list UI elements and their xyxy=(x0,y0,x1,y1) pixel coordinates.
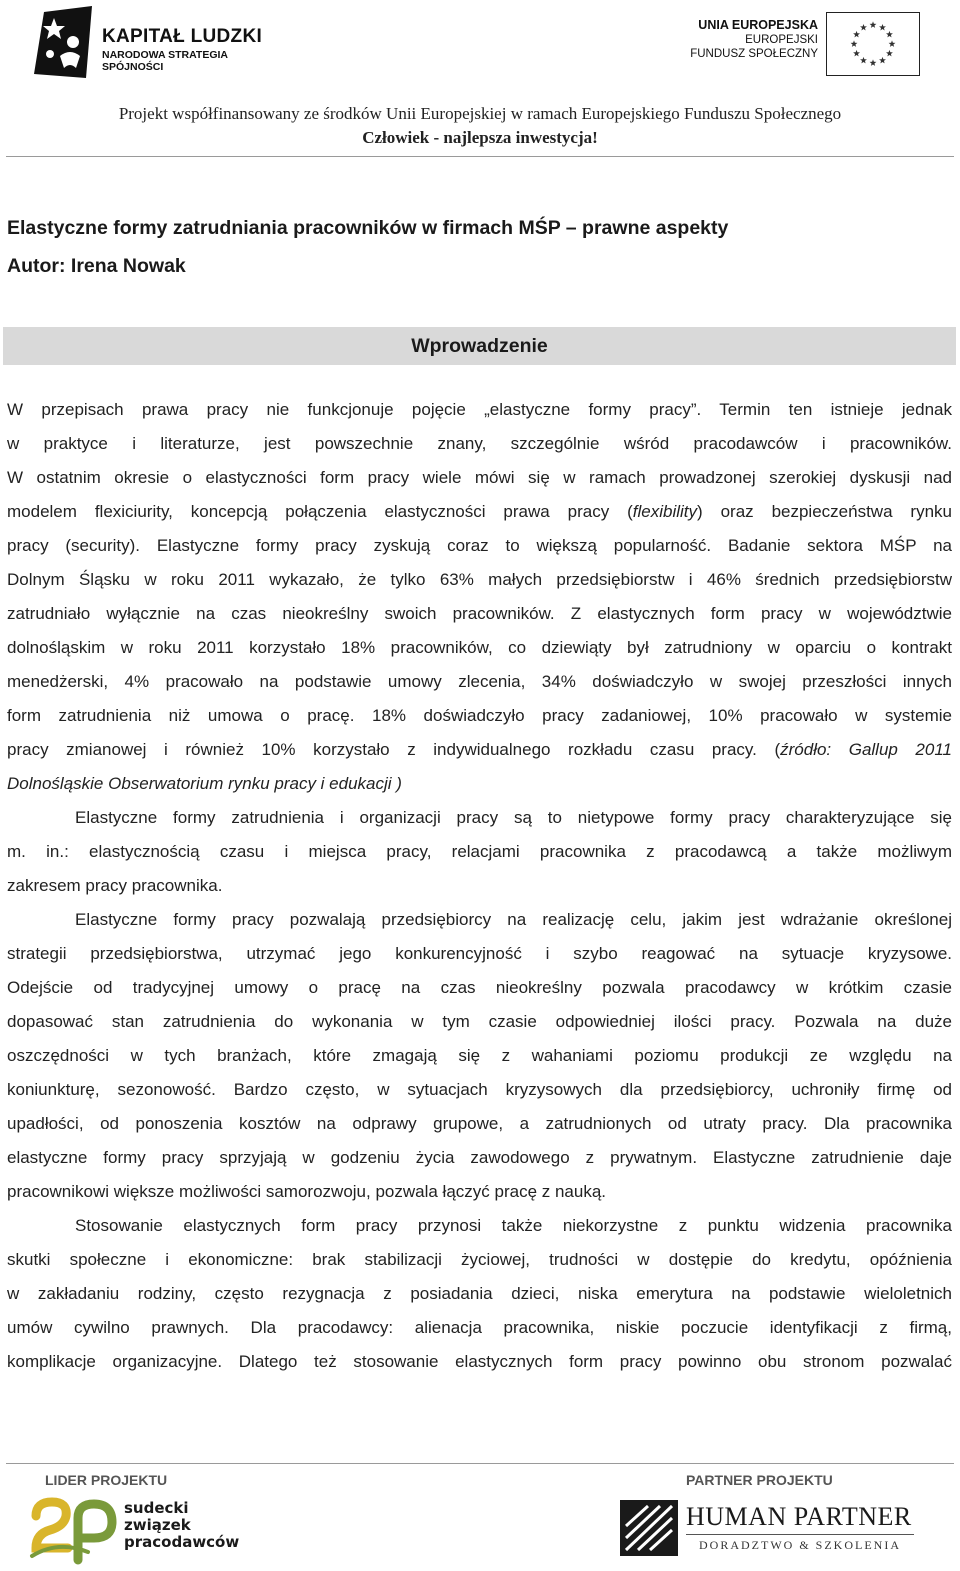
source-citation: źródło: Gallup 2011 xyxy=(780,740,952,759)
text-run: modelem flexiciurity, koncepcją połączenia elastyczności prawa pracy ( xyxy=(7,502,633,521)
text-line: zatrudniało wyłącznie na czas nieokreślny swoich pracowników. Z elastycznych form pracy w województwie xyxy=(7,604,952,623)
eu-star-icon xyxy=(853,50,860,57)
human-partner-mark-icon xyxy=(620,1500,678,1556)
text-line: komplikacje organizacyjne. Dlatego też stosowanie elastycznych form pracy powinno obu stronom pozwalać xyxy=(7,1352,952,1371)
header-divider xyxy=(6,156,954,157)
s2p-mark-icon xyxy=(28,1494,120,1566)
section-heading-bar xyxy=(3,327,956,365)
human-partner-logo xyxy=(620,1500,930,1560)
footer-divider xyxy=(6,1463,954,1464)
text-line: pracy (security). Elastyczne formy pracy zyskują coraz to większą popularność. Badanie sektora MŚP na xyxy=(7,536,952,555)
kapital-ludzki-emblem-icon xyxy=(30,4,100,84)
text-line: pracownikowi większe możliwości samorozwoju, pozwala łączyć pracę z nauką. xyxy=(7,1182,607,1201)
eu-logo-line-3: FUNDUSZ SPOŁECZNY xyxy=(690,48,818,60)
human-partner-tagline: DORADZTWO & SZKOLENIA xyxy=(699,1538,901,1552)
s2p-wordmark xyxy=(124,1500,239,1551)
eu-star-icon xyxy=(853,31,860,38)
eu-star-icon xyxy=(860,57,867,64)
eu-star-icon xyxy=(879,24,886,31)
text-line: zakresem pracy pracownika. xyxy=(7,876,223,895)
text-line: W przepisach prawa pracy nie funkcjonuje pojęcie „elastyczne formy pracy”. Termin ten istnieje jednak xyxy=(7,400,952,419)
text-line: Elastyczne formy pracy pozwalają przedsiębiorcy na realizację celu, jakim jest wdrażanie określonej xyxy=(75,910,952,929)
eu-star-icon xyxy=(886,31,893,38)
page-header xyxy=(0,0,960,158)
text-line: form zatrudnienia niż umowa o pracę. 18% doświadczyło pracy zadaniowej, 10% pracowało w systemie xyxy=(7,706,952,725)
s2p-word-1: sudecki xyxy=(124,1499,189,1517)
text-line: elastyczne formy pracy sprzyjają w godzeniu życia zawodowego z prywatnym. Elastyczne zatrudnienie daje xyxy=(7,1148,952,1167)
eu-logo-line-1: UNIA EUROPEJSKA xyxy=(698,18,818,32)
text-line: koniunkturę, sezonowość. Bardzo często, w sytuacjach kryzysowych dla przedsiębiorcy, uchroniły firmę od xyxy=(7,1080,952,1099)
text-line: dopasować stan zatrudnienia do wykonania w tym czasie odpowiedniej ilości pracy. Pozwala na duże xyxy=(7,1012,952,1031)
eu-star-icon xyxy=(870,21,877,28)
section-heading: Wprowadzenie xyxy=(411,335,548,357)
human-partner-rule xyxy=(686,1534,914,1535)
source-citation-line: Dolnośląskie Obserwatorium rynku pracy i edukacji ) xyxy=(7,774,402,793)
text-line: W ostatnim okresie o elastyczności form pracy wiele mówi się w ramach prowadzonej szerokiej dyskusji nad xyxy=(7,468,952,487)
sudecki-zwiazek-pracodawcow-logo xyxy=(28,1494,258,1566)
eu-star-icon xyxy=(851,40,858,47)
eu-star-icon xyxy=(886,50,893,57)
kapital-ludzki-logo xyxy=(30,4,290,84)
text-run: pracy zmianowej i również 10% korzystało z indywidualnego rozkładu czasu pracy. ( xyxy=(7,740,781,759)
text-line xyxy=(7,733,952,767)
text-line: oszczędności w tych branżach, które zmagają się z wahaniami poziomu produkcji ze względu na xyxy=(7,1046,952,1065)
body-text xyxy=(7,393,952,1379)
human-partner-name: HUMAN PARTNER xyxy=(686,1502,912,1531)
text-line xyxy=(7,495,952,529)
text-line: w praktyce i literaturze, jest powszechnie znany, szczególnie wśród pracodawców i pracowników. xyxy=(7,434,952,453)
eu-logo xyxy=(690,12,930,76)
eu-star-icon xyxy=(860,24,867,31)
document-title: Elastyczne formy zatrudniania pracowników w firmach MŚP – prawne aspekty xyxy=(7,217,729,239)
eu-logo-line-2: EUROPEJSKI xyxy=(745,34,818,46)
text-line: strategii przedsiębiorstwa, utrzymać jego konkurencyjność i szybo reagować na sytuacje kryzysowe. xyxy=(7,944,952,963)
text-run: ) oraz bezpieczeństwa rynku xyxy=(697,502,952,521)
text-line: Odejście od tradycyjnej umowy o pracę na czas nieokreślny pozwala pracodawcy w krótkim czasie xyxy=(7,978,952,997)
text-line: Elastyczne formy zatrudnienia i organizacji pracy są to nietypowe formy pracy charakteryzujące się xyxy=(75,808,952,827)
eu-star-icon xyxy=(879,57,886,64)
text-line: Dolnym Śląsku w roku 2011 wykazało, że tylko 63% małych przedsiębiorstw i 46% średnich przedsiębiorstw xyxy=(7,570,952,589)
document-author: Autor: Irena Nowak xyxy=(7,255,186,277)
eu-flag-icon xyxy=(826,12,920,76)
text-line: m. in.: elastycznością czasu i miejsca pracy, relacjami pracownika z pracodawcą a także możliwym xyxy=(7,842,952,861)
project-cofinancing-line: Projekt współfinansowany ze środków Unii Europejskiej w ramach Europejskiego Funduszu Społecznego xyxy=(118,104,842,123)
project-slogan: Człowiek - najlepsza inwestycja! xyxy=(362,128,598,147)
italic-term: flexibility xyxy=(632,502,698,521)
text-line: w zakładaniu rodziny, często rezygnacja z posiadania dzieci, niska emerytura na podstawie wieloletnich xyxy=(7,1284,952,1303)
text-line: skutki społeczne i ekonomiczne: brak stabilizacji życiowej, trudności w dostępie do kredytu, opóźnienia xyxy=(7,1250,952,1269)
kapital-ludzki-name: KAPITAŁ LUDZKI xyxy=(102,26,263,47)
text-line: Stosowanie elastycznych form pracy przynosi także niekorzystne z punktu widzenia pracownika xyxy=(75,1216,952,1235)
project-leader-label: LIDER PROJEKTU xyxy=(45,1472,168,1488)
kapital-ludzki-subtitle: NARODOWA STRATEGIA SPÓJNOŚCI xyxy=(102,49,228,73)
text-line: umów cywilno prawnych. Dla pracodawcy: alienacja pracownika, niskie poczucie identyfikacji z firmą, xyxy=(7,1318,952,1337)
text-line: upadłości, od ponoszenia kosztów na odprawy grupowe, a zatrudnionych od utraty pracy. Dla pracownika xyxy=(7,1114,952,1133)
eu-star-icon xyxy=(889,40,896,47)
project-partner-label: PARTNER PROJEKTU xyxy=(686,1472,833,1488)
text-line: dolnośląskim w roku 2011 korzystało 18% pracowników, co dziewiąty był zatrudniony w oparciu o kontrakt xyxy=(7,638,952,657)
s2p-word-3: pracodawców xyxy=(124,1533,240,1551)
text-line: menedżerski, 4% pracowało na podstawie umowy zlecenia, 34% doświadczyło w swojej przeszłości innych xyxy=(7,672,952,691)
s2p-word-2: związek xyxy=(124,1516,191,1534)
eu-star-icon xyxy=(870,59,877,66)
